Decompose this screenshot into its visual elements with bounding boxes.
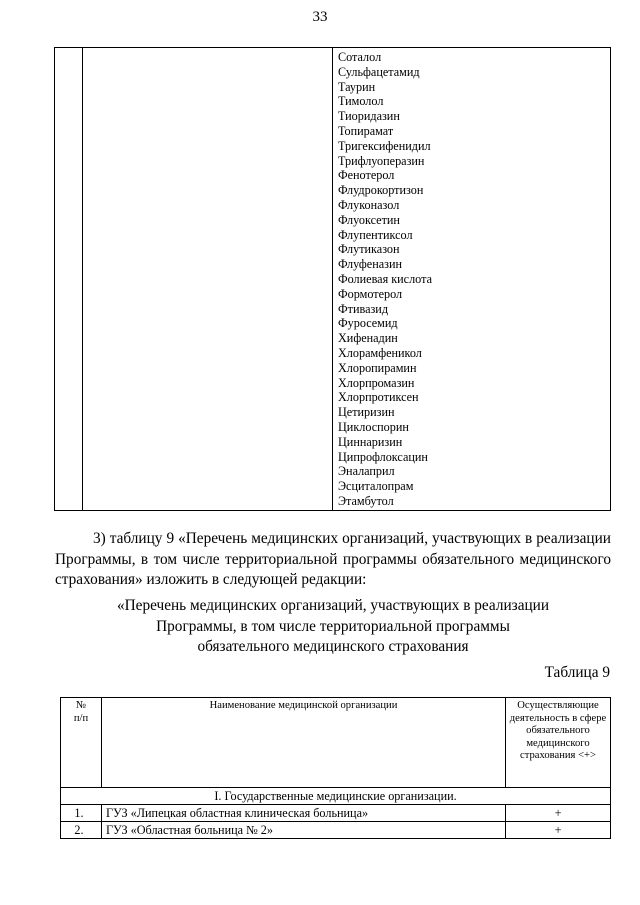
drug-table-col-num [55,48,83,511]
row-oms-mark: + [506,822,611,839]
row-org-name: ГУЗ «Липецкая областная клиническая больница» [102,805,506,822]
organizations-table [60,697,611,839]
header-name: Наименование медицинской организации [102,698,506,788]
drug-item: Хлорпромазин [338,375,415,390]
row-num: 2. [61,822,102,839]
section-row: I. Государственные медицинские организации. [61,788,611,805]
drug-item: Флупентиксол [338,227,413,242]
drug-item: Тригексифенидил [338,138,431,153]
table-row [61,822,611,839]
amendment-paragraph: 3) таблицу 9 «Перечень медицинских организаций, участвующих в реализации Программы, в том числе территориальной программы обязательного медицинского страхования» изложить в следующей редакции: [55,530,611,588]
header-num: № п/п [61,698,102,788]
table-title [55,596,611,658]
row-oms-mark: + [506,805,611,822]
drug-table [54,47,611,511]
drug-item: Циннаризин [338,434,403,449]
drug-item: Фолиевая кислота [338,271,432,286]
drug-item: Тимолол [338,94,384,109]
table-row [61,805,611,822]
drug-item: Эсциталопрам [338,479,414,494]
drug-item: Циклоспорин [338,419,409,434]
drug-item: Флуоксетин [338,212,400,227]
drug-item: Хлоропирамин [338,360,417,375]
drug-item: Хифенадин [338,331,398,346]
table-title-line: Программы, в том числе территориальной программы [156,617,510,635]
page-number: 33 [312,9,328,25]
table-label: Таблица 9 [544,664,610,681]
drug-item: Таурин [338,79,376,94]
drug-item: Тиоридазин [338,109,400,124]
drug-table-col-drugs [333,48,611,511]
drug-item: Эналаприл [338,464,395,479]
drug-item: Трифлуоперазин [338,153,425,168]
drug-list [333,48,610,509]
drug-item: Хлорпротиксен [338,390,419,405]
drug-item: Флуфеназин [338,257,402,272]
drug-item: Флутиказон [338,242,400,257]
drug-item: Фенотерол [338,168,395,183]
drug-item: Топирамат [338,123,394,138]
drug-item: Фуросемид [338,316,398,331]
drug-item: Флудрокортизон [338,183,424,198]
drug-item: Сульфацетамид [338,64,420,79]
table-title-line: обязательного медицинского страхования [197,638,469,655]
row-org-name: ГУЗ «Областная больница № 2» [102,822,506,839]
drug-item: Хлорамфеникол [338,345,422,360]
drug-item: Ципрофлоксацин [338,449,428,464]
drug-table-col-name [83,48,333,511]
drug-item: Формотерол [338,286,403,301]
drug-item: Соталол [338,50,382,64]
drug-item: Этамбутол [338,493,394,508]
drug-item: Цетиризин [338,405,395,420]
row-num: 1. [61,805,102,822]
drug-item: Флуконазол [338,197,400,212]
table-title-line: «Перечень медицинских организаций, участвующих в реализации [116,597,550,614]
drug-item: Фтивазид [338,301,389,316]
header-oms: Осуществляющие деятельность в сфере обязательного медицинского страхования <+> [506,698,611,788]
